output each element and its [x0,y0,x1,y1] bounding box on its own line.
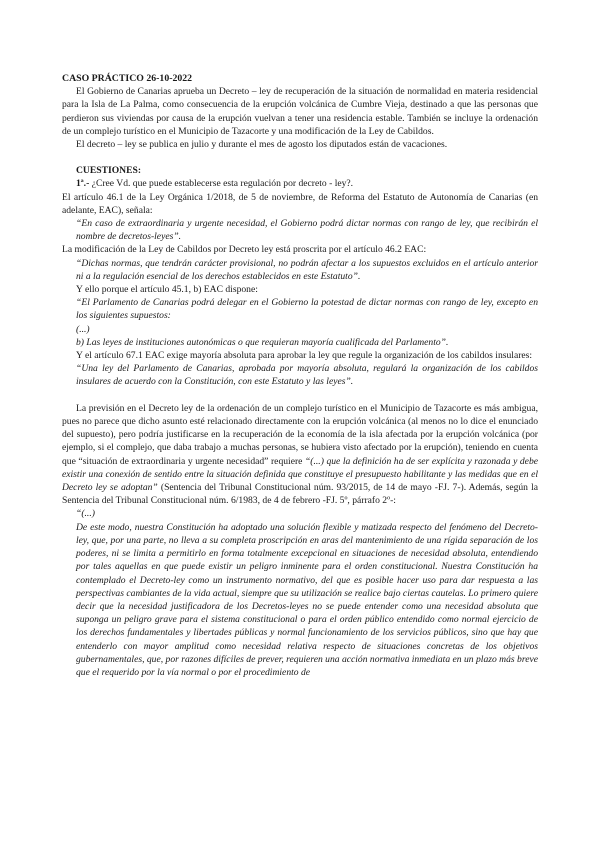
paragraph-tazacorte-text-a: La previsión en el Decreto ley de la ordenación de un complejo turístico en el Municipio de Tazacorte es más ambigua, pues no parece que dicho asunto esté relacionado directamente con la erupción volcánica (al menos no lo dice el enunciado del supuesto), pero podría justificarse en la recuperación de la economía de la isla afectada por la erupción volcánica (por ejemplo, si el complejo, que daba trabajo a muchas personas, se hubiera visto afectado por la erupción), teniendo en cuenta que “situación de extraordinaria y urgente necesidad” requiere [62,402,538,467]
paragraph-art-67-1: Y el artículo 67.1 EAC exige mayoría absoluta para aprobar la ley que regule la organización de los cabildos insulares: [76,350,533,362]
quote-art-45-1-ellipsis: (...) [76,323,90,335]
cuestiones-heading: CUESTIONES: [76,165,142,177]
paragraph-tazacorte [62,402,538,508]
quote-art-45-1-b: b) Las leyes de instituciones autonómicas o que requieran mayoría cualificada del Parlamento”. [76,336,449,348]
question-1-text: ¿Cree Vd. que puede establecerse esta regulación por decreto - ley?. [91,178,354,190]
blank-line [62,389,538,402]
quote-art-46-1: “En caso de extraordinaria y urgente necesidad, el Gobierno podrá dictar normas con rango de ley, que recibirán el nombre de decretos-leyes”. [76,218,538,243]
paragraph-art-45-1: Y ello porque el artículo 45.1, b) EAC dispone: [76,284,258,296]
question-1 [62,177,538,190]
quote-art-45-1: “El Parlamento de Canarias podrá delegar en el Gobierno la potestad de dictar normas con rango de ley, excepto en los siguientes supuestos: [76,297,538,322]
quote-art-67-1: “Una ley del Parlamento de Canarias, aprobada por mayoría absoluta, regulará la organización de los cabildos insulares de acuerdo con la Constitución, con este Estatuto y las leyes”. [76,363,538,388]
quote-stc-6-1983-open: “(...) [76,508,95,520]
paragraph-art-46-1: El artículo 46.1 de la Ley Orgánica 1/2018, de 5 de noviembre, de Reforma del Estatuto de Autonomía de Canarias (en adelante, EAC), señala: [62,191,538,216]
quote-art-46-2: “Dichas normas, que tendrán carácter provisional, no podrán afectar a los supuestos excluidos en el artículo anterior ni a la regulación esencial de los derechos establecidos en este Estatuto”. [76,257,538,282]
case-title: CASO PRÁCTICO 26-10-2022 [62,73,193,84]
intro-paragraph-2: El decreto – ley se publica en julio y durante el mes de agosto los diputados están de vacaciones. [76,139,448,151]
paragraph-tazacorte-quote: “(...) que la definición ha de ser explícita y razonada y debe existir una conexión de sentido entre la situación definida que constituye el presupuesto habilitante y las medidas que en el Decreto ley se adoptan” [62,455,538,494]
quote-stc-6-1983: De este modo, nuestra Constitución ha adoptado una solución flexible y matizada respecto del fenómeno del Decreto-ley, que, por una parte, no lleva a su completa proscripción en aras del mantenimiento de una rígida separación de los poderes, ni se limita a permitirlo en forma totalmente excepcional en situaciones de necesidad absoluta, entendiendo por tales aquellas en que puede existir un peligro inminente para el orden constitucional. Nuestra Constitución ha contemplado el Decreto-ley como un instrumento normativo, del que es posible hacer uso para dar respuesta a las perspectivas cambiantes de la vida actual, siempre que su utilización se realice bajo ciertas cautelas. Lo primero quiere decir que la necesidad justificadora de los Decretos-leyes no se puede entender como una necesidad absoluta que suponga un peligro grave para el sistema constitucional o para el orden público entendido como normal ejercicio de los derechos fundamentales y libertades públicas y normal funcionamiento de los servicios públicos, sino que hay que entenderlo con mayor amplitud como necesidad relativa respecto de situaciones concretas de los objetivos gubernamentales, que, por razones difíciles de prever, requieren una acción normativa inmediata en un plazo más breve que el requerido por la vía normal o por el procedimiento de [76,521,538,678]
paragraph-tazacorte-text-b: (Sentencia del Tribunal Constitucional núm. 93/2015, de 14 de mayo -FJ. 7-). Además, según la Sentencia del Tribunal Constitucional núm. 6/1983, de 4 de febrero -FJ. 5º, párrafo 2º-: [62,482,538,507]
paragraph-art-46-2: La modificación de la Ley de Cabildos por Decreto ley está proscrita por el artículo 46.2 EAC: [62,244,427,256]
document-body [62,72,538,679]
question-1-marker: 1ª.- [76,178,90,190]
intro-paragraph-1: El Gobierno de Canarias aprueba un Decreto – ley de recuperación de la situación de normalidad en materia residencial para la Isla de La Palma, como consecuencia de la erupción volcánica de Cumbre Vieja, destinado a que las personas que perdieron sus viviendas por causa de la erupción vuelvan a tener una residencia estable. También se incluye la ordenación de un complejo turístico en el Municipio de Tazacorte y una modificación de la Ley de Cabildos. [62,86,538,137]
